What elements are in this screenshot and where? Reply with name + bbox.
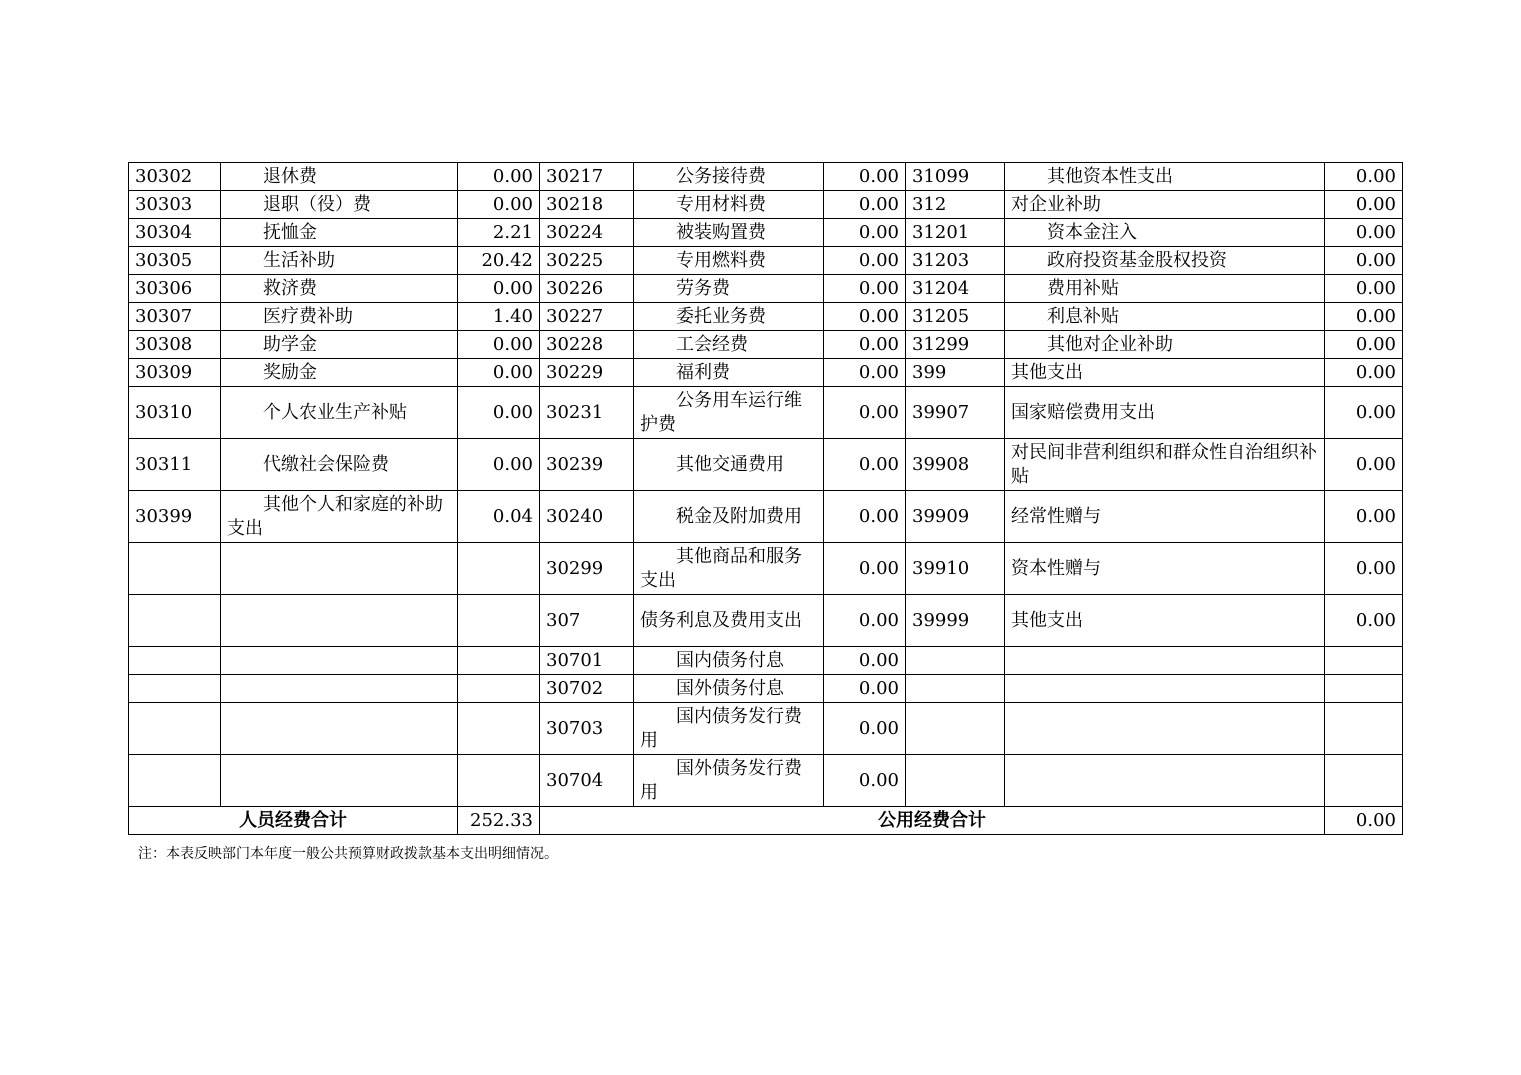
name-cell (221, 595, 458, 647)
table-row (129, 675, 1403, 703)
code-cell: 30231 (540, 387, 634, 439)
table-row (129, 439, 1403, 491)
amount-cell (458, 647, 540, 675)
amount-cell (458, 543, 540, 595)
name-cell (1005, 647, 1325, 675)
table-row (129, 703, 1403, 755)
name-cell: 专用燃料费 (634, 247, 824, 275)
table-row (129, 491, 1403, 543)
name-cell: 债务利息及费用支出 (634, 595, 824, 647)
personnel-total-label: 人员经费合计 (129, 807, 458, 835)
name-cell (221, 647, 458, 675)
code-cell: 30224 (540, 219, 634, 247)
code-cell: 30229 (540, 359, 634, 387)
amount-cell (458, 675, 540, 703)
amount-cell: 0.00 (824, 675, 906, 703)
amount-cell: 0.00 (824, 191, 906, 219)
code-cell: 30227 (540, 303, 634, 331)
name-cell: 政府投资基金股权投资 (1005, 247, 1325, 275)
name-cell: 其他支出 (1005, 359, 1325, 387)
code-cell: 30308 (129, 331, 221, 359)
code-cell: 30701 (540, 647, 634, 675)
code-cell: 30399 (129, 491, 221, 543)
code-cell: 30702 (540, 675, 634, 703)
amount-cell: 0.00 (824, 439, 906, 491)
name-cell (1005, 675, 1325, 703)
code-cell: 39999 (906, 595, 1005, 647)
amount-cell: 0.00 (458, 359, 540, 387)
totals-row (129, 807, 1403, 835)
amount-cell: 1.40 (458, 303, 540, 331)
code-cell: 307 (540, 595, 634, 647)
code-cell: 30704 (540, 755, 634, 807)
name-cell: 资本性赠与 (1005, 543, 1325, 595)
code-cell: 30306 (129, 275, 221, 303)
amount-cell: 0.00 (824, 543, 906, 595)
amount-cell: 0.00 (1325, 331, 1403, 359)
code-cell: 312 (906, 191, 1005, 219)
name-cell: 医疗费补助 (221, 303, 458, 331)
public-total-label: 公用经费合计 (540, 807, 1325, 835)
amount-cell: 0.00 (824, 303, 906, 331)
name-cell: 资本金注入 (1005, 219, 1325, 247)
amount-cell: 20.42 (458, 247, 540, 275)
name-cell: 国内债务发行费用 (634, 703, 824, 755)
amount-cell (458, 755, 540, 807)
code-cell: 30304 (129, 219, 221, 247)
amount-cell: 0.00 (1325, 303, 1403, 331)
name-cell: 生活补助 (221, 247, 458, 275)
code-cell: 30311 (129, 439, 221, 491)
name-cell: 福利费 (634, 359, 824, 387)
name-cell: 公务用车运行维护费 (634, 387, 824, 439)
amount-cell: 0.00 (1325, 543, 1403, 595)
amount-cell (1325, 647, 1403, 675)
code-cell: 39908 (906, 439, 1005, 491)
name-cell: 代缴社会保险费 (221, 439, 458, 491)
code-cell: 30226 (540, 275, 634, 303)
code-cell (906, 675, 1005, 703)
amount-cell: 0.00 (1325, 247, 1403, 275)
amount-cell: 0.00 (824, 331, 906, 359)
personnel-total-value: 252.33 (458, 807, 540, 835)
name-cell: 劳务费 (634, 275, 824, 303)
table-row (129, 275, 1403, 303)
name-cell: 费用补贴 (1005, 275, 1325, 303)
amount-cell: 0.00 (824, 163, 906, 191)
table-row (129, 647, 1403, 675)
amount-cell: 0.00 (1325, 219, 1403, 247)
amount-cell: 0.00 (1325, 491, 1403, 543)
name-cell: 其他资本性支出 (1005, 163, 1325, 191)
code-cell: 30240 (540, 491, 634, 543)
name-cell: 其他交通费用 (634, 439, 824, 491)
name-cell: 其他支出 (1005, 595, 1325, 647)
name-cell: 委托业务费 (634, 303, 824, 331)
name-cell (221, 675, 458, 703)
amount-cell: 2.21 (458, 219, 540, 247)
amount-cell: 0.00 (824, 247, 906, 275)
code-cell: 39909 (906, 491, 1005, 543)
name-cell: 奖励金 (221, 359, 458, 387)
code-cell (129, 703, 221, 755)
name-cell: 个人农业生产补贴 (221, 387, 458, 439)
amount-cell: 0.00 (1325, 439, 1403, 491)
code-cell: 399 (906, 359, 1005, 387)
code-cell: 39910 (906, 543, 1005, 595)
amount-cell: 0.00 (824, 387, 906, 439)
code-cell: 30228 (540, 331, 634, 359)
code-cell: 39907 (906, 387, 1005, 439)
code-cell: 30302 (129, 163, 221, 191)
amount-cell: 0.00 (824, 647, 906, 675)
table-row (129, 247, 1403, 275)
name-cell (221, 703, 458, 755)
amount-cell: 0.00 (458, 387, 540, 439)
amount-cell (1325, 703, 1403, 755)
name-cell (1005, 755, 1325, 807)
name-cell: 国家赔偿费用支出 (1005, 387, 1325, 439)
code-cell: 30305 (129, 247, 221, 275)
name-cell: 被装购置费 (634, 219, 824, 247)
name-cell: 经常性赠与 (1005, 491, 1325, 543)
amount-cell: 0.00 (824, 359, 906, 387)
name-cell: 其他商品和服务支出 (634, 543, 824, 595)
name-cell: 国外债务付息 (634, 675, 824, 703)
table-row (129, 387, 1403, 439)
name-cell: 国内债务付息 (634, 647, 824, 675)
amount-cell: 0.00 (1325, 595, 1403, 647)
table-row (129, 163, 1403, 191)
table-row (129, 755, 1403, 807)
amount-cell: 0.00 (1325, 163, 1403, 191)
code-cell: 31299 (906, 331, 1005, 359)
name-cell (1005, 703, 1325, 755)
name-cell: 救济费 (221, 275, 458, 303)
code-cell: 30239 (540, 439, 634, 491)
amount-cell: 0.00 (458, 191, 540, 219)
amount-cell: 0.00 (1325, 191, 1403, 219)
table-row (129, 219, 1403, 247)
name-cell: 其他个人和家庭的补助支出 (221, 491, 458, 543)
table-row (129, 191, 1403, 219)
code-cell: 30307 (129, 303, 221, 331)
amount-cell: 0.00 (1325, 275, 1403, 303)
table-body (129, 163, 1403, 807)
table-row (129, 359, 1403, 387)
amount-cell (458, 703, 540, 755)
name-cell: 专用材料费 (634, 191, 824, 219)
amount-cell: 0.00 (824, 219, 906, 247)
name-cell (221, 755, 458, 807)
amount-cell: 0.00 (458, 331, 540, 359)
name-cell: 工会经费 (634, 331, 824, 359)
amount-cell: 0.00 (458, 275, 540, 303)
amount-cell: 0.00 (824, 755, 906, 807)
table-row (129, 303, 1403, 331)
name-cell: 公务接待费 (634, 163, 824, 191)
code-cell (129, 675, 221, 703)
amount-cell: 0.00 (824, 491, 906, 543)
code-cell: 31201 (906, 219, 1005, 247)
code-cell: 31204 (906, 275, 1005, 303)
name-cell: 退职（役）费 (221, 191, 458, 219)
name-cell: 助学金 (221, 331, 458, 359)
code-cell: 31203 (906, 247, 1005, 275)
expenditure-detail-table (128, 162, 1403, 835)
amount-cell: 0.04 (458, 491, 540, 543)
name-cell: 其他对企业补助 (1005, 331, 1325, 359)
name-cell: 抚恤金 (221, 219, 458, 247)
name-cell: 税金及附加费用 (634, 491, 824, 543)
code-cell: 31099 (906, 163, 1005, 191)
amount-cell (1325, 755, 1403, 807)
amount-cell: 0.00 (1325, 387, 1403, 439)
code-cell: 30218 (540, 191, 634, 219)
table-row (129, 543, 1403, 595)
code-cell (129, 595, 221, 647)
code-cell (906, 703, 1005, 755)
amount-cell: 0.00 (458, 163, 540, 191)
code-cell (906, 755, 1005, 807)
code-cell (129, 543, 221, 595)
name-cell: 对民间非营利组织和群众性自治组织补贴 (1005, 439, 1325, 491)
amount-cell: 0.00 (824, 275, 906, 303)
code-cell: 30310 (129, 387, 221, 439)
code-cell: 30309 (129, 359, 221, 387)
amount-cell: 0.00 (824, 703, 906, 755)
amount-cell: 0.00 (824, 595, 906, 647)
table-row (129, 595, 1403, 647)
amount-cell: 0.00 (458, 439, 540, 491)
code-cell: 30703 (540, 703, 634, 755)
name-cell: 利息补贴 (1005, 303, 1325, 331)
code-cell: 30217 (540, 163, 634, 191)
name-cell: 国外债务发行费用 (634, 755, 824, 807)
table-row (129, 331, 1403, 359)
name-cell (221, 543, 458, 595)
public-total-value: 0.00 (1325, 807, 1403, 835)
code-cell: 30299 (540, 543, 634, 595)
code-cell: 30303 (129, 191, 221, 219)
code-cell: 31205 (906, 303, 1005, 331)
code-cell (129, 647, 221, 675)
code-cell (129, 755, 221, 807)
code-cell: 30225 (540, 247, 634, 275)
name-cell: 退休费 (221, 163, 458, 191)
amount-cell (458, 595, 540, 647)
name-cell: 对企业补助 (1005, 191, 1325, 219)
footnote: 注：本表反映部门本年度一般公共预算财政拨款基本支出明细情况。 (138, 846, 558, 862)
code-cell (906, 647, 1005, 675)
amount-cell: 0.00 (1325, 359, 1403, 387)
amount-cell (1325, 675, 1403, 703)
